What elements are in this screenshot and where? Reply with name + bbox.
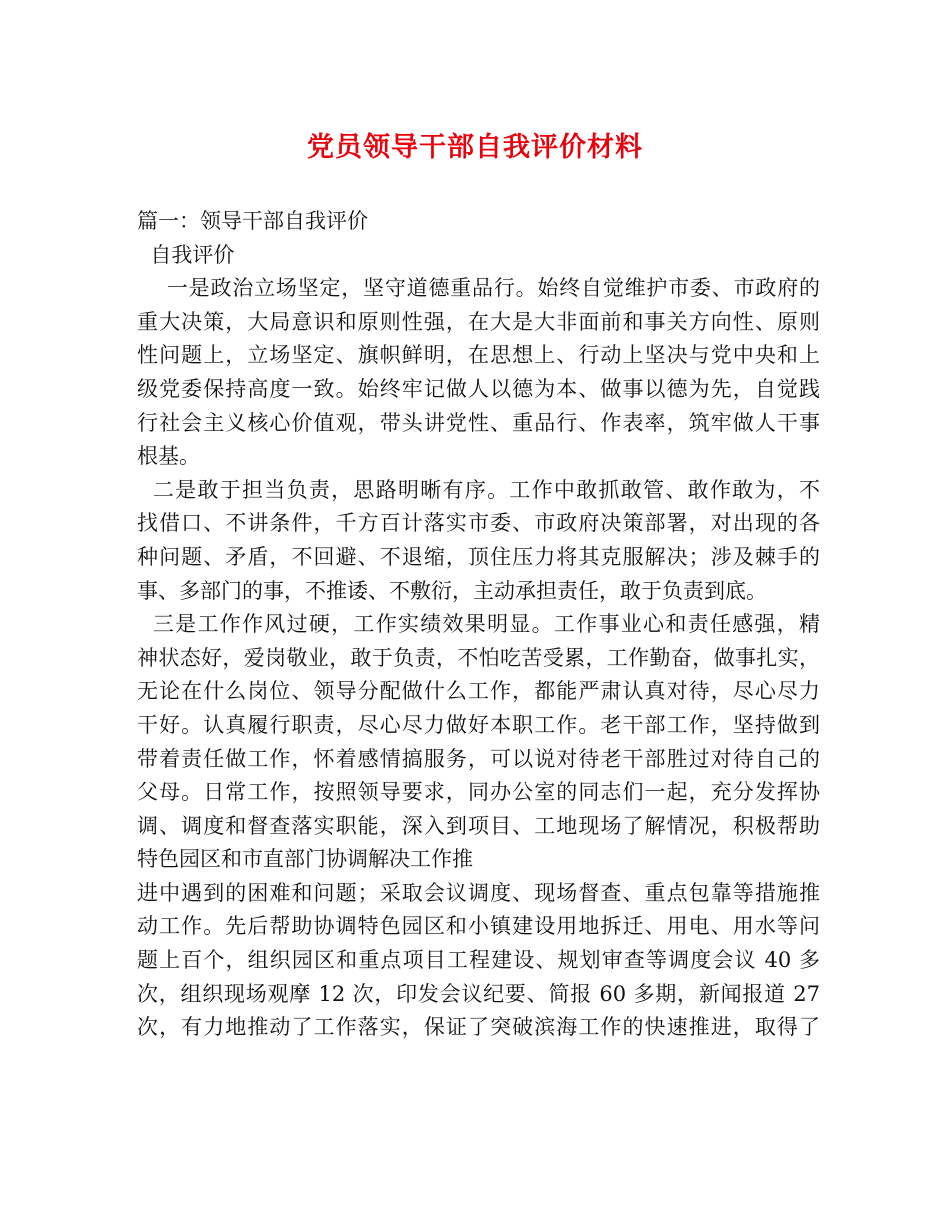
text-line: 干好。认真履行职责，尽心尽力做好本职工作。老干部工作，坚持做到	[137, 712, 820, 737]
text-line: 三是工作作风过硬，工作实绩效果明显。工作事业心和责任感强，精	[137, 612, 820, 637]
text-line: 重大决策，大局意识和原则性强，在大是大非面前和事关方向性、原则	[137, 309, 820, 334]
document-title: 党员领导干部自我评价材料	[307, 132, 643, 163]
text-line: 事、多部门的事，不推诿、不敷衍，主动承担责任，敢于负责到底。	[137, 578, 767, 603]
text-line: 进中遇到的困难和问题；采取会议调度、现场督查、重点包靠等措施推	[137, 880, 820, 905]
text-line: 父母。日常工作，按照领导要求，同办公室的同志们一起，充分发挥协	[137, 780, 820, 805]
text-line: 动工作。先后帮助协调特色园区和小镇建设用地拆迁、用电、用水等问	[137, 914, 820, 939]
text-line: 次，组织现场观摩 12 次，印发会议纪要、简报 60 多期，新闻报道 27	[137, 981, 820, 1006]
text-line: 行社会主义核心价值观，带头讲党性、重品行、作表率，筑牢做人干事	[137, 410, 820, 435]
text-line: 性问题上，立场坚定、旗帜鲜明，在思想上、行动上坚决与党中央和上	[137, 343, 820, 368]
text-line: 特色园区和市直部门协调解决工作推	[137, 847, 473, 872]
text-line: 二是敢于担当负责，思路明晰有序。工作中敢抓敢管、敢作敢为，不	[137, 477, 820, 502]
text-line: 级党委保持高度一致。始终牢记做人以德为本、做事以德为先，自觉践	[137, 376, 820, 401]
text-line: 找借口、不讲条件，千方百计落实市委、市政府决策部署，对出现的各	[137, 511, 820, 536]
text-line: 篇一：领导干部自我评价	[137, 209, 368, 233]
text-line: 一是政治立场坚定，坚守道德重品行。始终自觉维护市委、市政府的	[137, 276, 820, 301]
text-line: 神状态好，爱岗敬业，敢于负责，不怕吃苦受累，工作勤奋，做事扎实，	[137, 645, 820, 670]
text-line: 次，有力地推动了工作落实，保证了突破滨海工作的快速推进，取得了	[137, 1015, 820, 1040]
text-line: 调、调度和督查落实职能，深入到项目、工地现场了解情况，积极帮助	[137, 813, 820, 838]
text-line: 根基。	[137, 444, 200, 469]
text-line: 种问题、矛盾，不回避、不退缩，顶住压力将其克服解决；涉及棘手的	[137, 544, 820, 569]
text-line: 自我评价	[137, 242, 235, 267]
text-line: 无论在什么岗位、领导分配做什么工作，都能严肃认真对待，尽心尽力	[137, 679, 820, 704]
text-line: 带着责任做工作，怀着感情搞服务，可以说对待老干部胜过对待自己的	[137, 746, 820, 771]
text-line: 题上百个，组织园区和重点项目工程建设、规划审查等调度会议 40 多	[137, 948, 820, 973]
document-body	[137, 205, 820, 1045]
